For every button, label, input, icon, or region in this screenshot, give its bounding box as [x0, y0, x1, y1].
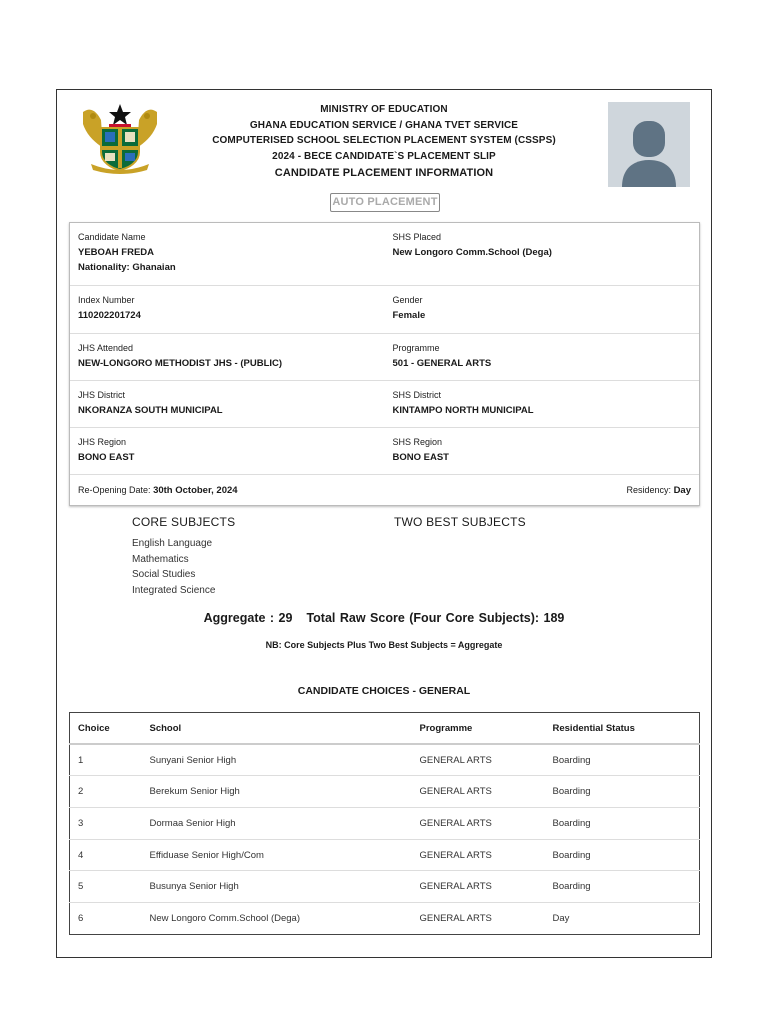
jhs-label: JHS Attended: [78, 343, 134, 353]
table-header-row: [70, 713, 700, 745]
choice-number: 3: [70, 808, 142, 840]
jhs-district-label: JHS District: [78, 390, 125, 400]
col-school: School: [142, 713, 412, 745]
gender-cell: [385, 286, 700, 333]
choices-heading: CANDIDATE CHOICES - GENERAL: [297, 685, 471, 697]
index-cell: [70, 286, 385, 333]
candidate-name-label: Candidate Name: [78, 232, 146, 242]
table-row: [70, 839, 700, 871]
info-row: [70, 223, 699, 286]
residency-label: Residency:: [626, 484, 672, 495]
score-summary: [57, 611, 711, 625]
info-row: [70, 334, 699, 381]
choice-residential-status: Boarding: [545, 808, 700, 840]
residency-value: Day: [673, 484, 691, 496]
choice-programme: GENERAL ARTS: [412, 744, 545, 776]
choice-programme: GENERAL ARTS: [412, 808, 545, 840]
choice-residential-status: Day: [552, 912, 570, 924]
programme-cell: [385, 334, 700, 380]
candidate-info-panel: [69, 222, 700, 506]
gender: Female: [392, 310, 426, 321]
table-row: [70, 744, 700, 776]
service-line: GHANA EDUCATION SERVICE / GHANA TVET SERVICE: [249, 119, 519, 131]
choice-school: Dormaa Senior High: [142, 808, 412, 840]
col-programme: Programme: [412, 713, 545, 745]
jhs-district: NKORANZA SOUTH MUNICIPAL: [78, 405, 223, 416]
choice-residential-status: Boarding: [545, 839, 700, 871]
shs-placed-cell: [385, 223, 700, 285]
core-subjects-heading: CORE SUBJECTS: [132, 515, 236, 529]
core-subjects-list: [132, 536, 215, 598]
candidate-name: YEBOAH FREDA: [78, 247, 155, 258]
avatar-placeholder-icon: [608, 102, 690, 187]
shs-district-label: SHS District: [392, 390, 442, 400]
aggregate-score: Aggregate : 29: [203, 611, 293, 625]
nationality: Nationality: Ghanaian: [78, 262, 176, 273]
choice-school: Berekum Senior High: [142, 776, 412, 808]
choice-residential-status: Boarding: [545, 744, 700, 776]
choice-school: Effiduase Senior High/Com: [142, 839, 412, 871]
list-item: Mathematics: [132, 553, 189, 565]
shs-placed: New Longoro Comm.School (Dega): [392, 247, 552, 258]
total-raw-score: Total Raw Score (Four Core Subjects): 189: [306, 611, 565, 625]
col-choice: Choice: [70, 713, 142, 745]
reopening-label: Re-Opening Date:: [78, 484, 151, 495]
aggregate-note: NB: Core Subjects Plus Two Best Subjects = Aggregate: [265, 640, 503, 650]
table-row: [70, 808, 700, 840]
candidate-name-cell: [70, 223, 385, 285]
candidate-photo: [608, 102, 690, 187]
programme-label: Programme: [392, 343, 440, 353]
choice-number: 2: [70, 776, 142, 808]
reopening-value: 30th October, 2024: [153, 484, 238, 496]
shs-placed-label: SHS Placed: [392, 232, 442, 242]
choice-programme: GENERAL ARTS: [419, 912, 492, 924]
info-row: [70, 381, 699, 428]
choice-number: 4: [70, 839, 142, 871]
choice-residential-status: Boarding: [545, 776, 700, 808]
choice-programme: GENERAL ARTS: [412, 776, 545, 808]
choice-number: 6: [78, 912, 84, 924]
choice-school: Sunyani Senior High: [142, 744, 412, 776]
choice-programme: GENERAL ARTS: [412, 871, 545, 903]
table-row: [70, 871, 700, 903]
residency: [627, 485, 691, 496]
shs-region-cell: [385, 428, 700, 474]
choice-school: Busunya Senior High: [142, 871, 412, 903]
jhs-region-label: JHS Region: [78, 437, 127, 447]
slip-year-line: 2024 - BECE CANDIDATE`S PLACEMENT SLIP: [272, 150, 496, 162]
best-subjects-heading: TWO BEST SUBJECTS: [394, 515, 526, 529]
choice-school: New Longoro Comm.School (Dega): [149, 912, 300, 924]
table-row: [70, 903, 700, 935]
shs-district: KINTAMPO NORTH MUNICIPAL: [392, 405, 534, 416]
info-row: [70, 286, 699, 334]
index-label: Index Number: [78, 295, 135, 305]
col-residential-status: Residential Status: [545, 713, 700, 745]
jhs-cell: [70, 334, 385, 380]
choice-programme: GENERAL ARTS: [412, 839, 545, 871]
placement-slip: [56, 89, 712, 958]
choice-number: 1: [70, 744, 142, 776]
choice-residential-status: Boarding: [545, 871, 700, 903]
auto-placement-badge: AUTO PLACEMENT: [330, 193, 440, 212]
programme: 501 - GENERAL ARTS: [392, 358, 492, 369]
shs-district-cell: [385, 381, 700, 427]
jhs-attended: NEW-LONGORO METHODIST JHS - (PUBLIC): [78, 358, 283, 369]
ministry-line: MINISTRY OF EDUCATION: [320, 104, 448, 115]
shs-region: BONO EAST: [392, 452, 449, 463]
list-item: English Language: [132, 538, 213, 549]
choices-table: [69, 712, 700, 935]
page-title: CANDIDATE PLACEMENT INFORMATION: [274, 167, 494, 179]
index-number: 110202201724: [78, 310, 141, 321]
jhs-district-cell: [70, 381, 385, 427]
info-row: [70, 428, 699, 475]
list-item: Social Studies: [132, 569, 196, 580]
gender-label: Gender: [392, 295, 423, 305]
jhs-region-cell: [70, 428, 385, 474]
jhs-region: BONO EAST: [78, 452, 135, 463]
table-row: [70, 776, 700, 808]
system-line: COMPUTERISED SCHOOL SELECTION PLACEMENT SYSTEM (CSSPS): [212, 135, 556, 146]
reopening-row: [70, 475, 699, 505]
list-item: Integrated Science: [132, 584, 216, 596]
choice-number: 5: [70, 871, 142, 903]
shs-region-label: SHS Region: [392, 437, 443, 447]
reopening-date: [78, 485, 238, 496]
